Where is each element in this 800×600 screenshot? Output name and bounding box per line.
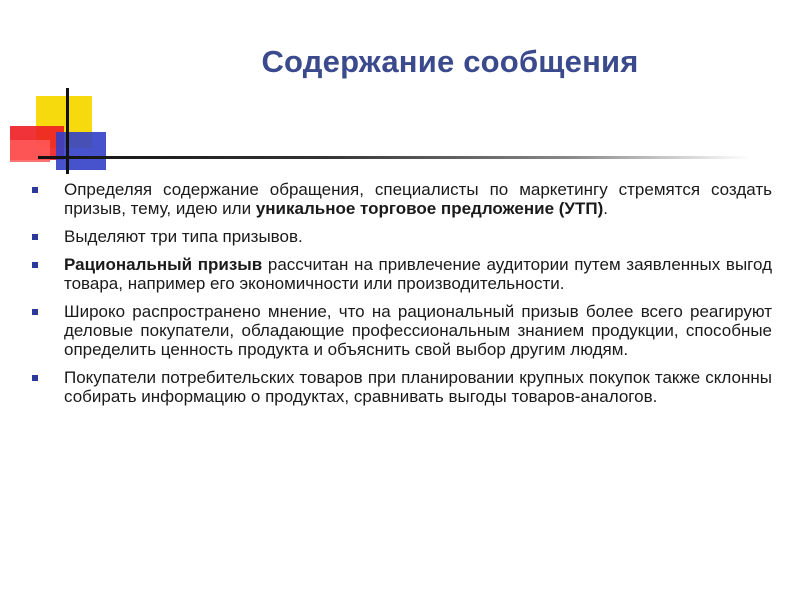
bullet-text: Определяя содержание обращения, специалисты по маркетингу стремятся создать призыв, тему, идею или <box>64 180 772 218</box>
vertical-line-decoration <box>66 88 69 174</box>
bullet-square-icon <box>32 234 38 240</box>
bullet-bold-text: Рациональный призыв <box>64 255 263 274</box>
bullet-text: Широко распространено мнение, что на рациональный призыв более всего реагируют деловые покупатели, обладающие профессиональным знанием продукции, способные определить ценность продукта и объяснить свой выбор другим людям. <box>64 302 772 359</box>
bullet-item <box>30 302 772 359</box>
bullet-square-icon <box>32 187 38 193</box>
slide-title: Содержание сообщения <box>261 44 639 79</box>
bullet-text: Выделяют три типа призывов. <box>64 227 303 246</box>
bullet-item <box>30 180 772 218</box>
bullet-text: рассчитан на привлечение аудитории путем заявленных выгод товара, например его экономичности или производительности. <box>64 255 772 293</box>
bullet-bold-text: уникальное торговое предложение (УТП) <box>255 199 604 218</box>
bullet-text: . <box>603 199 608 218</box>
blue-square-decoration <box>56 132 106 170</box>
bullet-item <box>30 255 772 293</box>
bullet-square-icon <box>32 309 38 315</box>
title-underline <box>38 156 750 159</box>
bullet-item <box>30 368 772 406</box>
bullet-item <box>30 227 772 246</box>
bullet-text: Покупатели потребительских товаров при планировании крупных покупок также склонны собирать информацию о продуктах, сравнивать выгоды товаров-аналогов. <box>64 368 772 406</box>
bullet-square-icon <box>32 262 38 268</box>
bullet-square-icon <box>32 375 38 381</box>
bullet-list <box>30 180 772 415</box>
